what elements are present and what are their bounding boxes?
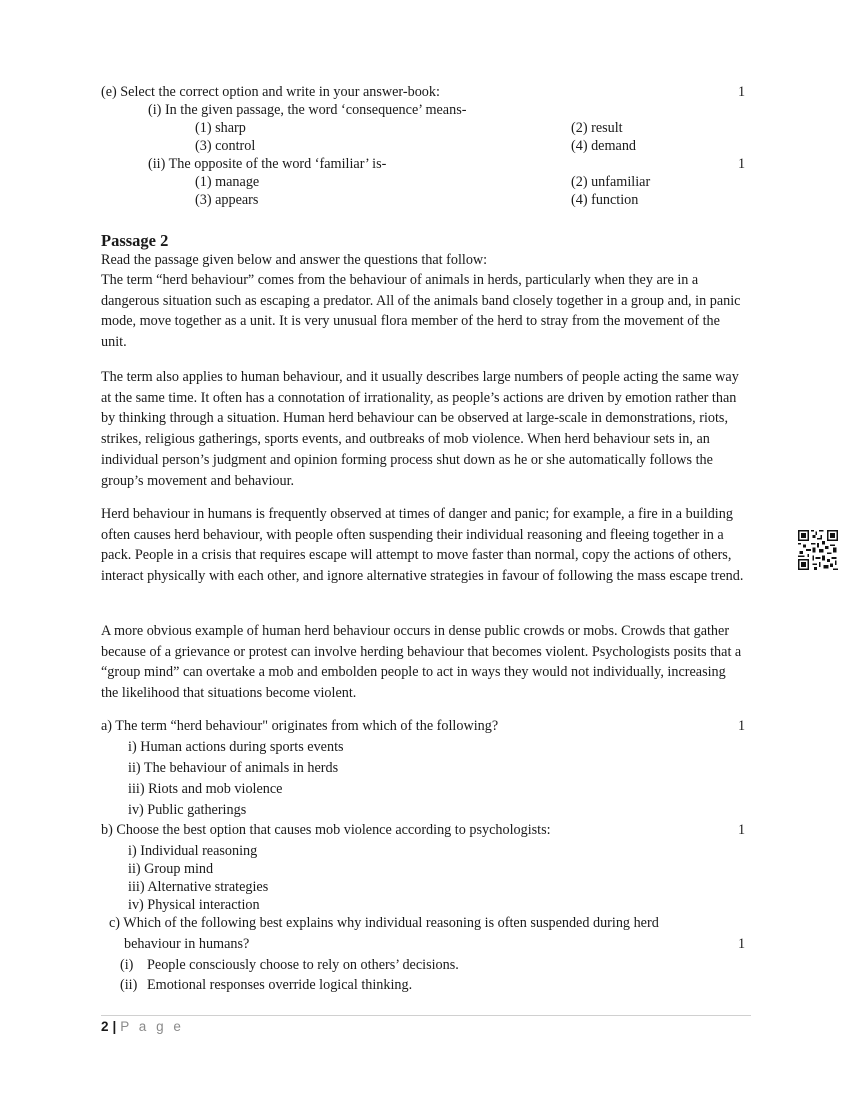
question-a-option: i) Human actions during sports events: [128, 739, 344, 755]
section-e-q2-option-1: (1) manage: [195, 174, 260, 190]
question-c-option-text: Emotional responses override logical thinking.: [147, 977, 413, 993]
section-e-q2-option-3: (3) appears: [195, 192, 259, 208]
footer-separator: |: [112, 1019, 117, 1034]
question-b-option: ii) Group mind: [128, 861, 214, 877]
section-e-q1-option-3: (3) control: [195, 138, 256, 154]
question-c-option-number: (ii): [120, 977, 138, 993]
section-e-q1-option-1: (1) sharp: [195, 120, 246, 136]
question-c-stem-line-2: behaviour in humans?: [124, 936, 250, 952]
footer-divider: [101, 1015, 751, 1016]
page-number: 2: [101, 1019, 109, 1034]
section-e-q1-option-2: (2) result: [571, 120, 623, 136]
section-e-heading: (e) Select the correct option and write in your answer-book:: [101, 84, 440, 100]
section-e-mark: 1: [738, 84, 746, 100]
question-a-option: ii) The behaviour of animals in herds: [128, 760, 339, 776]
section-e-q1-option-4: (4) demand: [571, 138, 637, 154]
question-a-mark: 1: [738, 718, 746, 734]
section-e-q1-stem: (i) In the given passage, the word ‘consequence’ means-: [148, 102, 467, 118]
question-c-option-text: People consciously choose to rely on others’ decisions.: [147, 957, 459, 973]
section-e-q2-option-4: (4) function: [571, 192, 639, 208]
question-c-mark: 1: [738, 936, 746, 952]
question-c-option-number: (i): [120, 957, 134, 973]
question-b-mark: 1: [738, 822, 746, 838]
passage-paragraph-2: The term also applies to human behaviour, and it usually describes large numbers of people acting the same way at the same time. It often has a connotation of irrationality, as people’s actions are driven by emotion rather than by thinking through a situation. Human herd behaviour can be observed at large-scale in demonstrations, riots, strikes, religious gatherings, sports events, and outbreaks of mob violence. When herd behaviour sets in, an individual person’s judgment and opinion forming process shut down as he or she automatically follows the group’s movement and behaviour.: [101, 369, 739, 489]
question-a-option: iv) Public gatherings: [128, 802, 247, 818]
passage-title: Passage 2: [101, 231, 169, 250]
section-e-q2-option-2: (2) unfamiliar: [571, 174, 651, 190]
section-e-q2-mark: 1: [738, 156, 746, 172]
passage-instruction: Read the passage given below and answer the questions that follow:: [101, 252, 488, 268]
section-e-q2-stem: (ii) The opposite of the word ‘familiar’ is-: [148, 156, 387, 172]
passage-paragraph-1: The term “herd behaviour” comes from the behaviour of animals in herds, particularly when they are in a dangerous situation such as escaping a predator. All of the animals band closely together in a group and, in panic mode, move together as a unit. It is very unusual flora member of the herd to stray from the movement of the unit.: [101, 272, 741, 351]
question-b-option: iv) Physical interaction: [128, 897, 260, 913]
question-a-stem: a) The term “herd behaviour" originates from which of the following?: [101, 718, 499, 734]
passage-paragraph-4: A more obvious example of human herd behaviour occurs in dense public crowds or mobs. Crowds that gather because of a grievance or protest can involve herding behaviour that becomes violent. Psychologists posits that a “group mind” can overtake a mob and embolden people to act in ways they would not individually, increasing the likelihood that situations become violent.: [101, 623, 742, 702]
passage-paragraph-3: Herd behaviour in humans is frequently observed at times of danger and panic; for example, a fire in a building often causes herd behaviour, with people often suspending their individual reasoning and fleeing together in a pack. People in a crisis that requires escape will attempt to move faster than normal, copy the actions of others, interact physically with each other, and ignore alternative strategies in favour of following the mass escape trend.: [101, 506, 744, 585]
question-c-stem-line-1: c) Which of the following best explains why individual reasoning is often suspended during herd: [109, 915, 659, 931]
page-label: P a g e: [120, 1019, 184, 1034]
page-footer: [101, 1019, 184, 1034]
question-b-option: iii) Alternative strategies: [128, 879, 269, 895]
question-b-stem: b) Choose the best option that causes mob violence according to psychologists:: [101, 822, 551, 838]
question-b-option: i) Individual reasoning: [128, 843, 258, 859]
question-a-option: iii) Riots and mob violence: [128, 781, 283, 797]
qr-code-icon: [798, 530, 838, 570]
